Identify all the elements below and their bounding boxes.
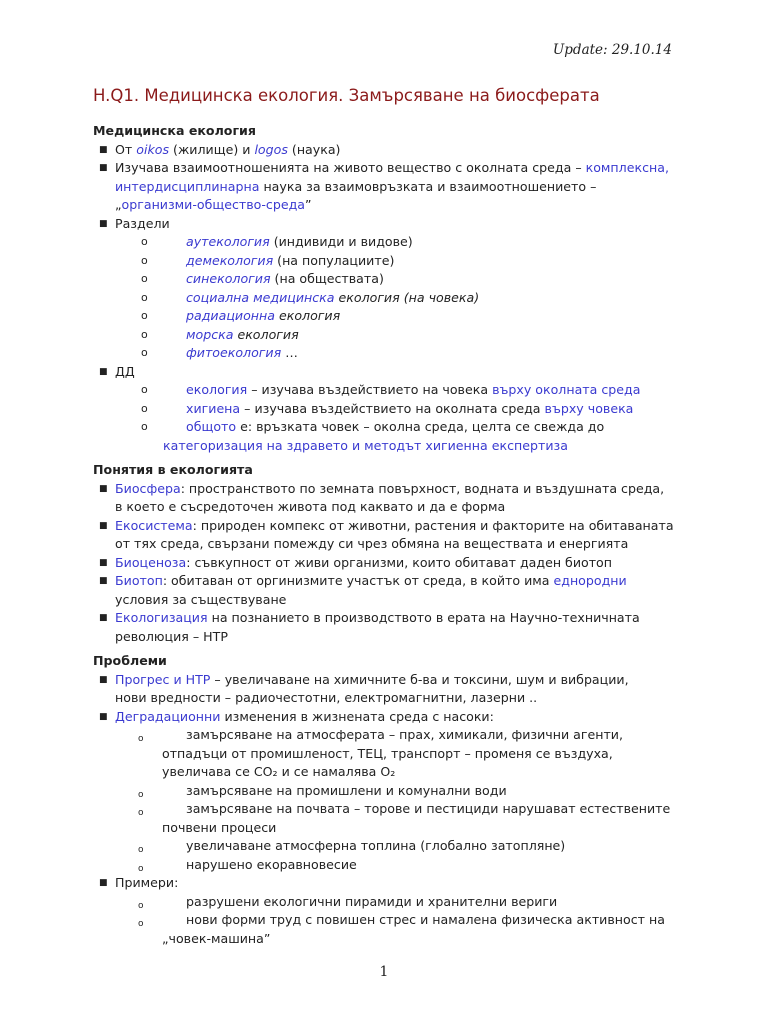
sub-list-item: o хигиена – изучава въздействието на околната среда върху човека xyxy=(93,400,683,419)
sub-list-item: o замърсяване на промишлени и комунални води xyxy=(93,782,683,801)
list-item: ■ ДД xyxy=(93,363,683,382)
sub-list-item: o замърсяване на почвата – торове и пестициди нарушават естествените почвени процеси xyxy=(138,801,671,835)
section-heading-problems: Проблеми xyxy=(93,653,167,668)
bullet-icon: ■ xyxy=(99,163,108,173)
document-body xyxy=(93,122,683,948)
bullet-icon: ■ xyxy=(99,144,108,155)
list-item: ■ Биоценоза: съвкупност от живи организми, които обитават даден биотоп xyxy=(93,554,683,573)
list-item: ■ От oikos (жилище) и logos (наука) xyxy=(93,141,683,160)
circle-bullet-icon: o xyxy=(141,272,148,285)
sub-list-item: o фитоекология … xyxy=(93,344,683,363)
bullet-icon: ■ xyxy=(99,613,108,623)
page-title: H.Q1. Медицинска екология. Замърсяване на биосферата xyxy=(93,86,600,105)
sub-list-item: o екология – изучава въздействието на човека върху околната среда xyxy=(93,381,683,400)
bullet-icon: ■ xyxy=(99,711,108,722)
sub-list-item: o замърсяване на атмосферата – прах, химикали, физични агенти, отпадъци от промишленост, ТЕЦ, транспорт – променя се въздуха, увеличава се CO₂ и се намалява O₂ xyxy=(138,727,623,779)
sub-list-item: o общото е: връзката човек – околна среда, целта се свежда до xyxy=(93,418,683,437)
sub-list-item: o радиационна екология xyxy=(93,307,683,326)
list-item: ■ Деградационни изменения в жизнената среда с насоки: xyxy=(93,708,683,727)
sub-list-item: o увеличаване атмосферна топлина (глобално затопляне) xyxy=(93,837,683,856)
sub-list-item: o нови форми труд с повишен стрес и намалена физическа активност на „човек-машина” xyxy=(138,912,665,946)
circle-bullet-icon: o xyxy=(138,789,144,800)
bullet-icon: ■ xyxy=(99,366,108,377)
section-heading-medical-ecology: Медицинска екология xyxy=(93,123,256,138)
sub-list-item: o разрушени екологични пирамиди и хранителни вериги xyxy=(93,893,683,912)
sub-list-item: o социална медицинска екология (на човека) xyxy=(93,289,683,308)
circle-bullet-icon: o xyxy=(141,253,148,267)
page-number: 1 xyxy=(379,964,389,980)
circle-bullet-icon: o xyxy=(141,290,148,304)
circle-bullet-icon: o xyxy=(141,235,148,248)
sub-list-item: o демекология (на популациите) xyxy=(93,252,683,271)
sub-list-item: o аутекология (индивиди и видове) xyxy=(93,233,683,252)
circle-bullet-icon: o xyxy=(141,383,148,396)
list-item: ■ Биосфера: пространството по земната повърхност, водната и въздушната среда, в което е съсредоточен живота под каквато и да е форма xyxy=(99,480,665,514)
update-date: Update: 29.10.14 xyxy=(552,42,672,58)
circle-bullet-icon: o xyxy=(138,919,144,929)
circle-bullet-icon: o xyxy=(138,845,144,855)
bullet-icon: ■ xyxy=(99,218,108,229)
bullet-icon: ■ xyxy=(99,557,108,568)
circle-bullet-icon: o xyxy=(138,863,144,874)
list-item: ■ Прогрес и НТР – увеличаване на химичните б-ва и токсини, шум и вибрации, нови вредности – радиочестотни, електромагнитни, лазерни .. xyxy=(99,671,629,705)
circle-bullet-icon: o xyxy=(138,734,144,744)
circle-bullet-icon: o xyxy=(141,401,148,415)
list-item: ■ Екосистема: природен компекс от животни, растения и факторите на обитаваната от тях среда, свързани помежду си чрез обмяна на веществата и енергията xyxy=(99,517,674,551)
circle-bullet-icon: o xyxy=(141,309,148,322)
sub-list-item: o морска екология xyxy=(93,326,683,345)
sub-list-item: o нарушено екоравновесие xyxy=(93,856,683,875)
list-item: ■ Раздели xyxy=(93,215,683,234)
bullet-icon: ■ xyxy=(99,878,108,888)
list-item: ■ Екологизация на познанието в производството в ерата на Научно-техничната революция – НТР xyxy=(99,610,640,644)
bullet-icon: ■ xyxy=(99,520,108,531)
bullet-icon: ■ xyxy=(99,483,108,494)
circle-bullet-icon: o xyxy=(138,808,144,818)
circle-bullet-icon: o xyxy=(141,346,148,359)
bullet-icon: ■ xyxy=(99,576,108,586)
list-item: ■ Изучава взаимоотношенията на живото вещество с околната среда – комплексна, интердисциплинарна наука за взаимовръзката и взаимоотношението – „организми-общество-среда” xyxy=(99,160,669,212)
section-heading-concepts: Понятия в екологията xyxy=(93,462,253,477)
circle-bullet-icon: o xyxy=(138,900,144,911)
list-item: ■ Биотоп: обитаван от оргинизмите участък от среда, в който има еднородни условия за съществуване xyxy=(99,573,627,607)
circle-bullet-icon: o xyxy=(141,420,148,433)
sub-list-item-continuation: категоризация на здравето и методът хигиенна експертиза xyxy=(163,437,568,453)
sub-list-item: o синекология (на обществата) xyxy=(93,270,683,289)
circle-bullet-icon: o xyxy=(141,327,148,341)
bullet-icon: ■ xyxy=(99,674,108,685)
list-item: ■ Примери: xyxy=(93,874,683,893)
